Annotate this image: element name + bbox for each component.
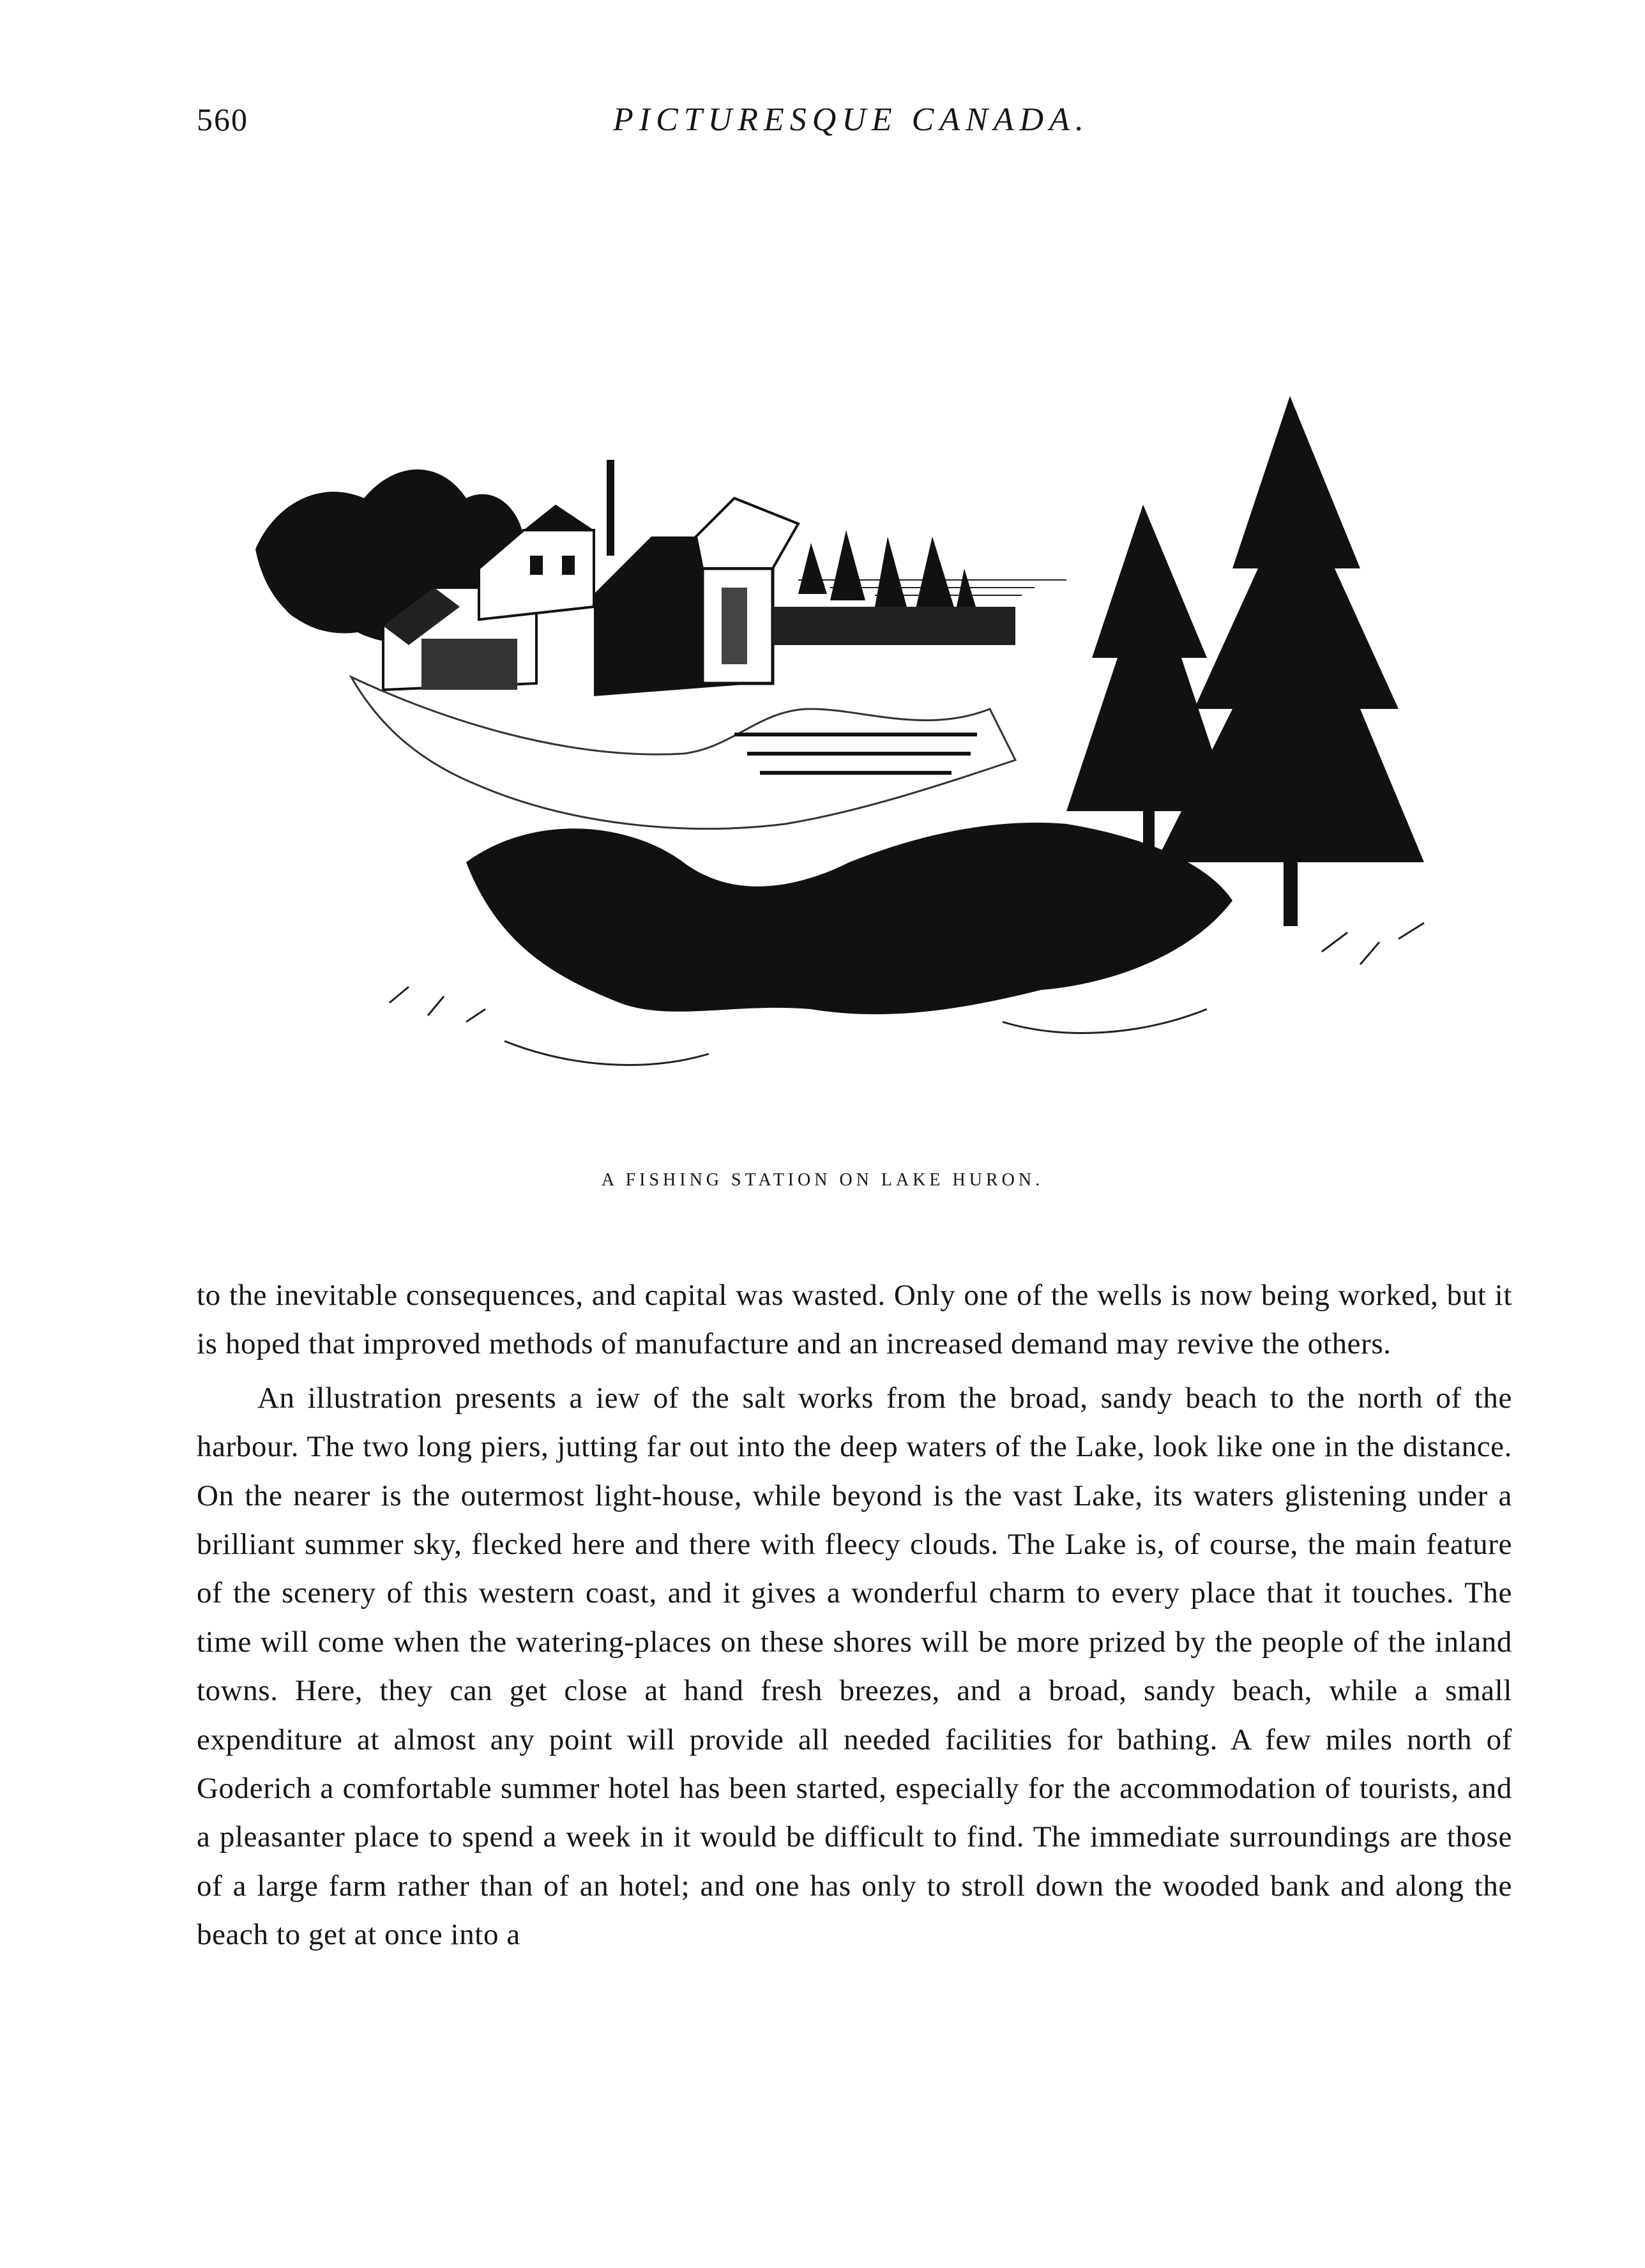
smokestack: [607, 460, 614, 556]
figure-caption: A FISHING STATION ON LAKE HURON.: [601, 1170, 1044, 1190]
running-title: PICTURESQUE CANADA.: [613, 102, 1089, 138]
paragraph: to the inevitable consequences, and capital was wasted. Only one of the wells is now being worked, but it is hoped that improved methods of manufacture and an increased demand may revive the others.: [197, 1279, 1512, 1361]
foreground-shadow: [466, 823, 1232, 1014]
page-number: 560: [197, 102, 248, 137]
shore-and-water: [351, 677, 1015, 829]
paragraph: An illustration presents a iew of the salt works from the broad, sandy beach to the north of the harbour. The two long piers, jutting far out into the deep waters of the Lake, look like one in the distance. On the nearer is the outermost light-house, while beyond is the vast Lake, its waters glistening under a brilliant summer sky, flecked here and there with fleecy clouds. The Lake is, of course, the main feature of the scenery of this western coast, and it gives a wonderful charm to every place that it touches. The time will come when the watering-places on these shores will be more prized by the people of the inland towns. Here, they can get close at hand fresh breezes, and a broad, sandy beach, while a small expenditure at almost any point will provide all needed facilities for bathing. A few miles north of Goderich a comfortable summer hotel has been started, especially for the accommodation of tourists, and a pleasanter place to spend a week in it would be difficult to find. The immediate surroundings are those of a large farm rather than of an hotel; and one has only to stroll down the wooded bank and along the beach to get at once into a: [197, 1381, 1512, 1952]
body-text: [197, 1271, 1512, 1960]
fishing-station-engraving: [236, 377, 1533, 1137]
